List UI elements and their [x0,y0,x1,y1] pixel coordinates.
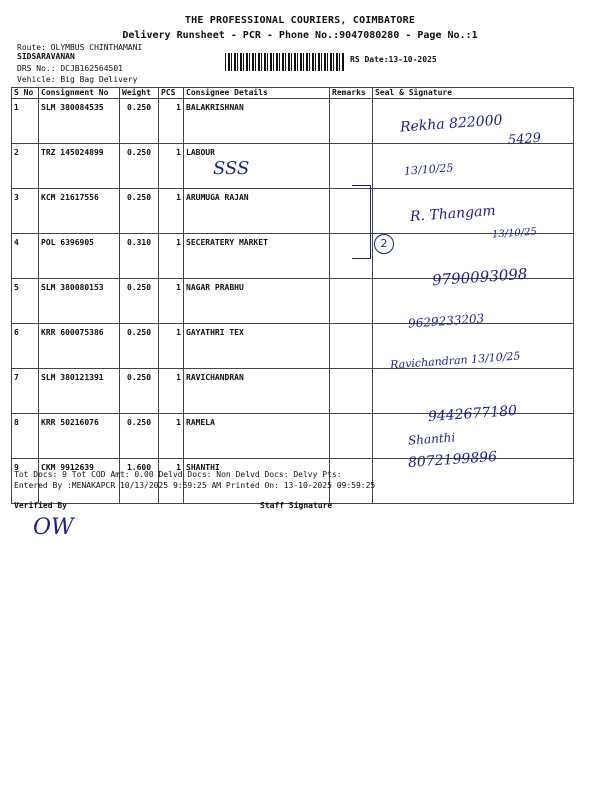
row-consignment: SLM 380121391 [39,369,120,414]
row-consignee: ARUMUGA RAJAN [184,189,330,234]
runsheet-title: Delivery Runsheet - PCR - Phone No.:9047080280 - Page No.:1 [122,30,478,41]
verified-by-label: Verified By [14,501,67,510]
row-pcs: 1 [159,234,184,279]
vehicle-text: Vehicle: Big Bag Delivery [17,75,138,84]
handwritten-signature: Ravichandran 13/10/25 [389,349,521,372]
row-consignee: SHANTHI [184,459,330,504]
header-remarks: Remarks [330,88,373,99]
row-consignee: NAGAR PRABHU [184,279,330,324]
row-sno: 6 [12,324,39,369]
row-weight: 0.310 [120,234,159,279]
route-overlap-text: SIDSARAVANAN [17,52,75,61]
row-consignee: SECERATERY MARKET [184,234,330,279]
row-remarks [330,324,373,369]
row-weight: 0.250 [120,99,159,144]
handwritten-phone: 9790093098 [431,264,528,290]
row-pcs: 1 [159,279,184,324]
row-remarks [330,144,373,189]
row-sno: 9 [12,459,39,504]
row-weight: 0.250 [120,189,159,234]
header-pcs: PCS [159,88,184,99]
row-sno: 3 [12,189,39,234]
handwritten-phone: 9629233203 [407,311,485,331]
row-remarks [330,279,373,324]
header-sno: S No [12,88,39,99]
handwritten-signature: Rekha 822000 [399,112,504,136]
row-sno: 1 [12,99,39,144]
row-consignment: KRR 50216076 [39,414,120,459]
handwritten-phone: 5429 [507,130,542,149]
row-remarks [330,369,373,414]
header-consignee: Consignee Details [184,88,330,99]
company-name: THE PROFESSIONAL COURIERS, COIMBATORE [184,15,416,26]
handwritten-bracket [352,185,371,259]
row-consignee: BALAKRISHNAN [184,99,330,144]
table-header-row [12,88,574,99]
barcode [225,53,345,71]
row-pcs: 1 [159,99,184,144]
row-sno: 4 [12,234,39,279]
header-weight: Weight [120,88,159,99]
row-consignment: KRR 600075386 [39,324,120,369]
row-consignment: CKM 9912639 [39,459,120,504]
handwritten-phone: 8072199896 [407,448,498,472]
row-sno: 2 [12,144,39,189]
row-consignment: POL 6396905 [39,234,120,279]
row-pcs: 1 [159,144,184,189]
row-remarks [330,99,373,144]
verifier-signature: OW [33,515,74,540]
row-weight: 0.250 [120,414,159,459]
row-sno: 7 [12,369,39,414]
route-text: Route: OLYMBUS CHINTHAMANI [17,43,143,52]
handwritten-date: 13/10/25 [403,161,454,178]
handwritten-mark: SSS [213,158,250,179]
row-remarks [330,414,373,459]
drs-number: DRS No.: DCJB162564501 [17,64,123,73]
circled-number: 2 [374,234,394,254]
row-consignee: LABOUR [184,144,330,189]
row-consignment: SLM 380080153 [39,279,120,324]
row-consignee: RAVICHANDRAN [184,369,330,414]
row-weight: 0.250 [120,279,159,324]
handwritten-date: 13/10/25 [491,226,538,241]
consignment-table [11,87,574,504]
handwritten-signature: Shanthi [407,430,456,448]
row-weight: 0.250 [120,144,159,189]
row-consignment: SLM 380084535 [39,99,120,144]
row-consignment: TRZ 145024899 [39,144,120,189]
row-seal-signature [373,144,574,189]
row-sno: 8 [12,414,39,459]
header-seal-signature: Seal & Signature [373,88,574,99]
row-pcs: 1 [159,459,184,504]
staff-signature-label: Staff Signature [260,501,333,510]
row-pcs: 1 [159,369,184,414]
row-consignee: RAMELA [184,414,330,459]
table-row [12,144,574,189]
row-weight: 0.250 [120,324,159,369]
header-consignment: Consignment No [39,88,120,99]
row-consignment: KCM 21617556 [39,189,120,234]
summary-line: Tot Docs: 9 Tot COD Amt: 0.00 Delvd Docs: Non Delvd Docs: Delvy Pts: [14,470,342,479]
row-pcs: 1 [159,189,184,234]
handwritten-signature: R. Thangam [409,203,497,225]
row-weight: 0.250 [120,369,159,414]
row-consignee: GAYATHRI TEX [184,324,330,369]
row-weight: 1.600 [120,459,159,504]
row-sno: 5 [12,279,39,324]
row-pcs: 1 [159,414,184,459]
row-pcs: 1 [159,324,184,369]
rs-date: RS Date:13-10-2025 [350,55,437,64]
handwritten-phone: 9442677180 [427,402,518,426]
entered-by-line: Entered By :MENAKAPCR 10/13/2025 9:59:25 AM Printed On: 13-10-2025 09:59:25 [14,481,376,490]
